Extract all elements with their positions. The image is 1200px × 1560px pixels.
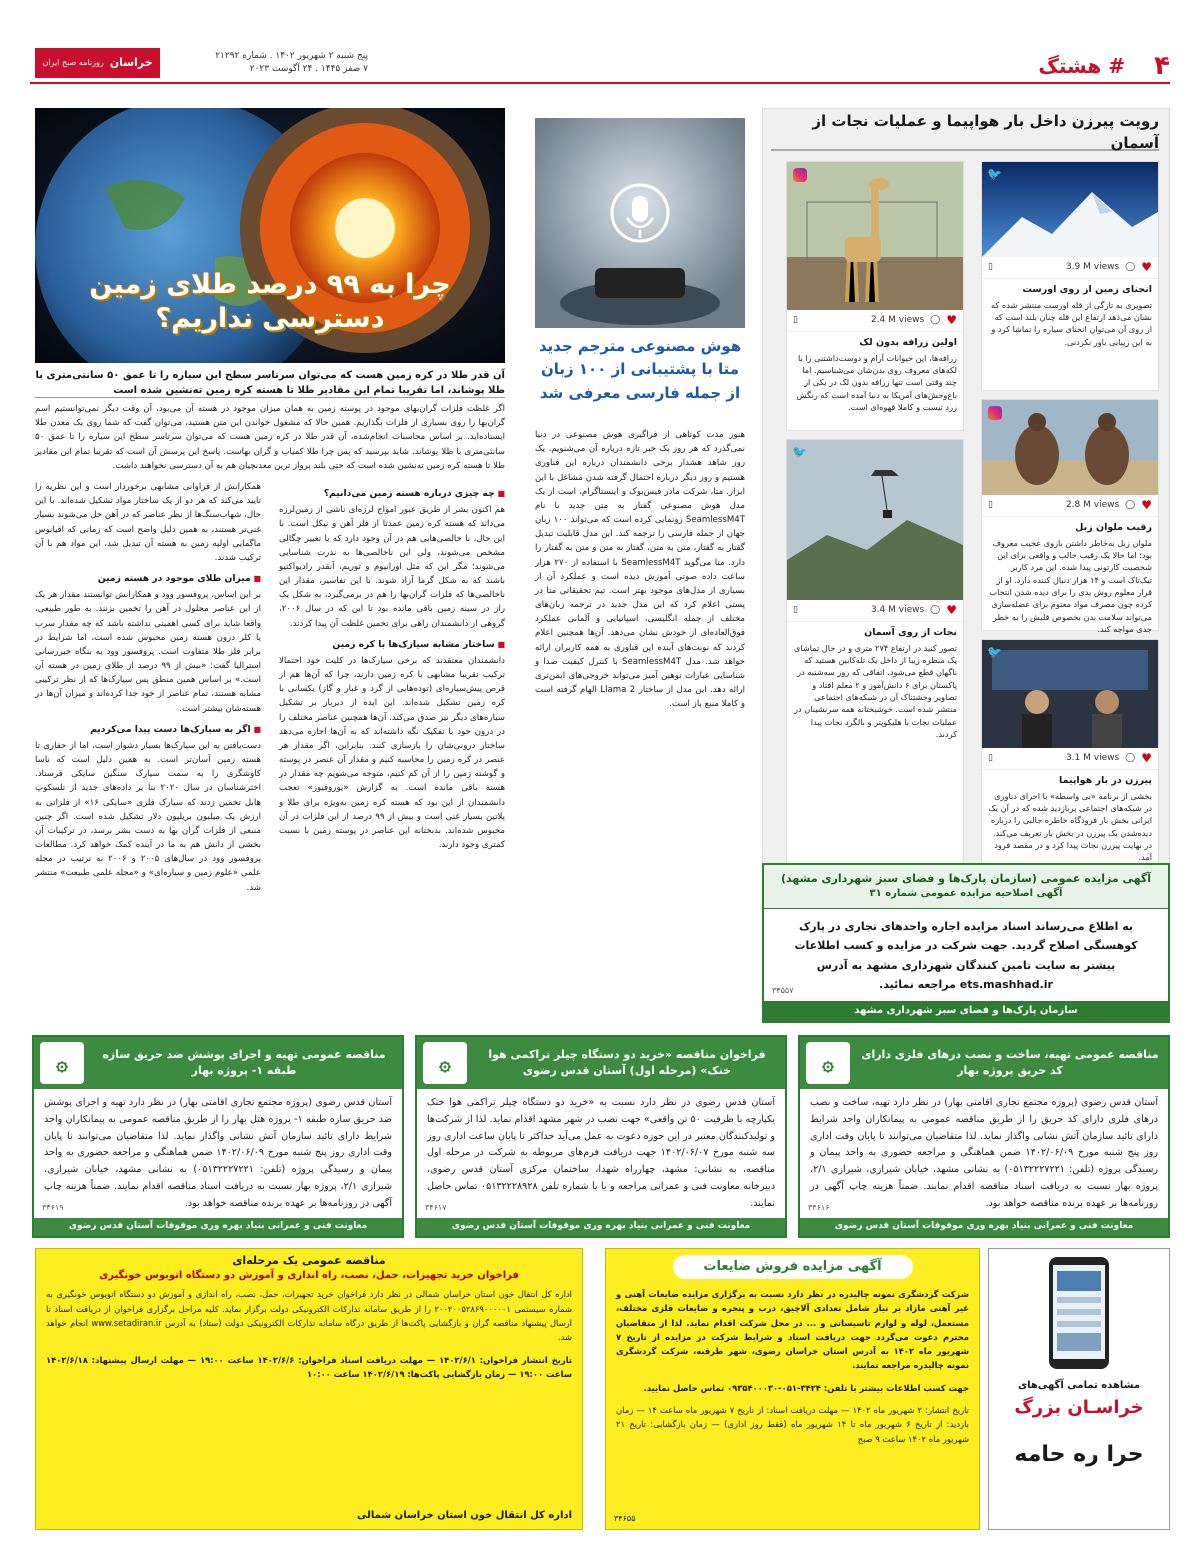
heart-icon[interactable]: ♥ [1141,750,1152,765]
helicopter-photo [787,440,963,600]
twitter-icon: 🐦 [987,645,1002,659]
ad-title: مناقصه عمومی یک مرحله‌ای [232,1254,386,1267]
ad-head [417,1037,785,1089]
ad-code: ۳۴۶۱۶ [808,1203,830,1213]
ad-subtitle: فراخوان خرید تجهیزات، حمل، نصب، راه اندازی و آموزش دو دستگاه اتوبوس خونگیری [99,1269,519,1281]
ad-head [34,1037,402,1089]
subhead: ■ چه چیزی درباره هسته زمین می‌دانیم؟ [279,486,505,501]
ad-body: اداره کل انتقال خون استان خراسان شمالی در نظر دارد فراخوان خرید تجهیزات، حمل، نصب، راه اندازی و آموزش دو دستگاه اتوبوس خونگیری به شماره سیستمی ۲۰۰۲۰۰۵۲۸۶۹۰۰۰۰۰۱ را از طریق سامانه تدارکات الکترونیکی دولت برگزار نماید. کلیه مراحل برگزاری فراخوان از دریافت اسناد تا ارسال پیشنهاد مناقصه گران و بازگشایی پاکت‌ها از طریق درگاه سامانه تدارکات الکترونیکی دولت (ستاد) به آدرس www.setadiran.ir انجام خواهد شد. [46,1289,572,1343]
post-headline: پیرزن در بار هواپیما [1059,775,1152,786]
twitter-icon: 🐦 [987,167,1002,181]
post-giraffe[interactable] [786,161,964,431]
ad-footer: معاونت فنی و عمرانی بنیاد بهره وری موقوفات آستان قدس رضوی [34,1218,402,1236]
post-text: زرافه‌ها، این حیوانات آرام و دوست‌داشتنی را با لکه‌های معروف روی بدن‌شان می‌شناسیم. اما چند وقتی است تنها زرافه بدون لک در یکی از باغ‌وحش‌های آمریکا به دنیا آمده است که رنگش زرد تیست و کاملا قهوه‌ای است. [796,352,957,412]
ad-subtitle: آگهی اصلاحیه مزایده عمومی شماره ۳۱ [869,888,1063,900]
bookmark-icon[interactable]: ▯ [988,499,993,510]
subhead: ■ اگر به سیارک‌ها دست پیدا می‌کردیم [35,722,261,737]
ad-blood-bus[interactable] [35,1248,583,1530]
promo-logo: حرا ره حامه [1014,1442,1144,1467]
post-everest[interactable] [981,161,1159,391]
paragraph: دست‌یافتن به این سیارک‌ها بسیار دشوار است، اما از حفاری تا هسته زمین آسان‌تر است. به همین دلیل است که ناسا کاوشگری را به سمت سیارک سنگین سایکی فرستاد. اخترشناسان در سال ۲۰۲۰ بنا بر داده‌های جدید از تلسکوپ هابل تخمین زدند که سیارک فلزی «سایکی ۱۶» از فلزاتی به ارزش یک میلیون بریلیون دلار تشکیل شده است. اگر چنین منبعی از فلزات گران بها به دست بشر برسد، در ترکیبات آن بخشی از دانش هم به ما در آینده کمک خواهد کرد. مطالعات پروفسور وود در سال‌های ۲۰۰۵ و ۲۰۰۶ به ترتیب در مجله علمی «علوم زمین و سیاره‌ای» و «مجله علمی طبیعت» منتشر شد. [35,740,262,893]
ad-title: مناقصه عمومی تهیه و اجرای پوشش ضد حریق سازه طبقه ۱- پروژه بهار [102,1047,386,1077]
astan-logo-icon: ۞ [423,1042,467,1084]
ai-article-body: هنوز مدت کوتاهی از فراگیری هوش مصنوعی در دنیا نمی‌گذرد که هر روز یک خبر تازه درباره آن می‌شنویم. یک روز شاهد هشدار برخی دانشمندان درباره این فناوری هستیم و روز دیگر درباره احتمال گرفته شدن مشاغل با این ابزار. متا، شرکت مادر فیس‌بوک و اینستاگرام، است از یک مدل هوش مصنوعی گفتار به متن جدید با نام SeamlessM4T رونمایی کرده است که می‌تواند ۱۰۰ زبان جهان از جمله فارسی را ترجمه کند. این مدل قابلیت تبدیل گفتار به گفتار، متن به متن، گفتار به متن و متن به گفتار را دارد. متا می‌گوید SeamlessM4T با استفاده از ۲۷۰ هزار ساعت داده صوتی آموزش دیده است و عملکرد آن از بسیاری از مدل‌های موجود بهتر است. تیم تحقیقاتی متا در پستی اعلام کرد که این مدل جدید در ترجمه زبان‌های مختلف از جمله انگلیسی، اسپانیایی و آلمانی عملکرد فوق‌العاده‌ای از خودش نشان می‌دهد. آن‌ها همچنین اعلام کردند که نوبت‌های آینده این فناوری به همه کاربران ارائه خواهد شد. مدل SeamlessM4T با کنترل کیفیت صدا و شناسایی عبارات توهین آمیز می‌تواند خروجی‌های ایمن‌تری ارائه دهد. این مدل از ساختار Llama 2 الهام گرفته است و کاملا منبع باز است. [535,430,746,710]
gold-column-left [35,480,261,899]
instagram-icon [988,406,1002,420]
post-stats [787,600,963,622]
brand-name: خراسان [109,56,153,70]
gold-intro: اگر غلظت فلزات گران‌بهای موجود در پوسته زمین به همان میزان موجود در هسته آن می‌بود، آن وقت دیگر نمی‌توانستیم اسم گران‌بها را روی بسیاری از فلزات بگذاریم. همین حالا که مشغول خواندن این متن هستید، می‌توان گفت که شما روی یک معدن طلا ایستاده‌اید. بر اساس محاسبات انجام‌شده، آن قدر طلا در کره زمین هست که می‌توان سرتاسر سطح این سیاره را تا عمق ۵۰ سانتی‌متری با طلا پوشاند. شاید بپرسید که پس چرا طلا کمیاب و گران بهاست. پاسخ این پرسش آن است که تقریبا تمام این مقادیر طلا تا هسته کره زمین ته‌نشین شده است که حتی بلند پرواز ترین معدنچیان هم به آن دسترسی نخواهند داشت. [35,404,505,471]
ad-footer: معاونت فنی و عمرانی بنیاد بهره وری موقوفات آستان قدس رضوی [800,1218,1168,1236]
ad-title: فراخوان مناقصه «خرید دو دستگاه چیلر تراکمی هوا خنک» (مرحله اول) آستان قدس رضوی [488,1047,766,1077]
gold-hero [35,108,505,363]
subhead: ■ میزان طلای موجود در هسته زمین [35,571,261,586]
ad-contact: جهت کسب اطلاعات بیشتر با تلفن: ۳۴۲۴-۰۵۱-۰۹۳۵۴۰۰۰۳۰ تماس حاصل نمایید. [643,1382,969,1393]
ad-footer: معاونت فنی و عمرانی بنیاد بهره وری موقوفات آستان قدس رضوی [417,1218,785,1236]
date-line [168,50,368,76]
ad-dates: تاریخ انتشار: ۲ شهریور ماه ۱۴۰۲ — مهلت دریافت اسناد: از تاریخ ۷ شهریور ماه ساعت ۱۴ — زمان بازدید: از تاریخ ۶ شهریور ماه تا ۱۴ شهریور ماه (فقط روز اداری) — زمان بازگشایی: تاریخ ۲۱ شهریور ماه ۱۴۰۲ ساعت ۹ صبح [616,1404,970,1444]
paragraph: دانشمندان معتقدند که برخی سیارک‌ها در کلیت خود احتمالا ترکیب تقریبا مشابهی با کره زمین دارند، چرا که آن‌ها هم از قرص پیش‌سیاره‌ای (توده‌هایی از گرد و غبار و گاز) یکسانی با کره زمین تشکیل شده‌اند. این ایده از دیرباز بر تشکیل سیاره‌های دیگر نیز صدق می‌کند. آن‌ها همچنین عناصر مختلف را در درون خود با تفکیک نگه داشته‌اند که به آن‌ها اجازه می‌دهد ساختار درونی‌شان را بازسازی کنند. بنابراین، اگر مقدار هر عنصر در کره زمین را محاسبه کنیم و مقدار آن عنصر در پوسته و گوشته زمین را از آن کم کنیم، متوجه می‌شویم چه مقدار در هسته باقی مانده است. به گزارش «یوروفیوز» تعجب دانشمندان از این بود که هسته کره زمین به‌ویژه برای طلا و پلاتین بسیار غنی است و بیش از ۹۹ درصد از این فلزات در آن محبوس شده‌اند. بدبختانه این عناصر در پوسته زمین با نسبت کمتری وجود دارند. [279,655,505,851]
ad-code: ۳۴۶۱۷ [425,1203,447,1213]
ad-body: آستان قدس رضوی در نظر دارد نسبت به «خرید دو دستگاه چیلر تراکمی هوا خنک یکپارچه با ظرفیت ۵۰ تن واقعی» جهت نصب در شهر مشهد اقدام نماید. لذا از شرکت‌ها و تولیدکنندگان معتبر در این حوزه دعوت به عمل می‌آید حداکثر تا پایان ساعت اداری روز سه شنبه مورخ ۱۴۰۲/۰۶/۰۷ جهت دریافت فرم‌های مربوطه به شرکت در مرحله اول مناقصه، به نشانی: مشهد، چهارراه شهدا، ساختمان مرکزی آستان قدس رضوی، دبیرخانه معاونت فنی و عمرانی مراجعه و یا با شماره تلفن ۰۵۱۳۲۲۲۸۹۲۸ تماس حاصل نمایند. [427,1097,775,1209]
social-title: رویت پیرزن داخل بار هواپیما و عملیات نجات از آسمان [771,117,1159,151]
post-text: تصویری به تازگی از قله اورست منتشر شده که نشان می‌دهد ارتفاع این قله چنان بلند است که از روی آن می‌توان انحنای سیاره را تماشا کرد و به این زیبایی باور نکردنی. [991,299,1152,347]
paragraph: هم اکنون بشر از طریق عبور امواج لرزه‌ای ناشی از زمین‌لرزه می‌داند که هسته کره زمین عمدتا از فلز آهن و نیکل است. با این حال، نا خالصی‌هایی هم در آن وجود دارد که با تغییر چگالی مشخص می‌شوند، ولی این ناخالصی‌ها به ندرت شناسایی می‌شوند؛ مگر این که مثل اورانیوم و توریم، آنقدر رادیواکتیو باشند که به شکل گرما آزاد شوند. با این تفاسیر، مقدار این ناخالصی‌ها که فلزات گران‌بها را هم در برمی‌گیرد، به شکل یک راز در سینه زمین باقی مانده بود تا این که در سال ۲۰۰۶، گروهی از دانشمندان راهی برای تخمین غلظت آن پیدا کردند. [279,505,505,629]
post-headline: انحنای زمین از روی اورست [1022,284,1152,295]
ad-code: ۳۴۶۱۹ [42,1203,64,1213]
bookmark-icon[interactable]: ▯ [988,752,993,763]
ad-footer: اداره کل انتقال خون استان خراسان شمالی [357,1509,572,1521]
paragraph: بر این اساس، پروفسور وود و همکارانش توانستند مقدار هر یک از این عناصر محلول در آهن را تخمین بزنند. به طور طبیعی، واقعا شاید برای کسی اهمیتی نداشته باشد که چه مقدار سرب یا کلر درون هسته زمین محبوس شده است، اما شرایط در برابر فلز طلا متفاوت است. پروفسور وود به بنگاه خبررسانی استرالیا گفت: «بیش از ۹۹ درصد از طلای زمین در هسته آن است.» بر اساس همین منطق پس سیارک‌ها که از نظر ترکیبی مشابه هستند، تمام عناصر از خود جدا کرده‌اند و میزان آن‌ها در هسته‌شان بیشتر است. [35,590,262,714]
ad-chiller[interactable] [415,1035,787,1238]
gold-lead: آن قدر طلا در کره زمین هست که می‌توان سرتاسر سطح این سیاره را تا عمق ۵۰ سانتی‌متری با طلا پوشاند، اما تقریبا تمام این مقادیر طلا تا هسته کره زمین ته‌نشین شده است [35,370,505,396]
gold-column-right [279,480,505,856]
twitter-icon: 🐦 [792,445,807,459]
ad-body: به اطلاع می‌رساند اسناد مزایده اجاره واحدهای تجاری در پارک کوهسنگی اصلاح گردید. جهت شرکت در مزایده و کسب اطلاعات بیشتر به سایت تامین کنندگان شهرداری مشهد به آدرس ets.mashhad.ir مراجعه نمائید. [794,920,1138,991]
ad-scrap-sale[interactable] [605,1248,980,1530]
ad-title: مناقصه عمومی تهیه، ساخت و نصب درهای فلزی دارای کد حریق پروژه بهار [861,1047,1159,1077]
bookmark-icon[interactable]: ▯ [793,314,798,325]
views-count: 3.4 M views [870,604,925,615]
heart-icon[interactable]: ♥ [1141,497,1152,512]
muscle-man-photo [982,400,1158,495]
brand-badge[interactable] [35,48,160,78]
header-divider [30,82,1170,84]
ad-title: آگهی مزایده فروش ضایعات [673,1255,913,1279]
ad-head [800,1037,1168,1089]
comment-icon[interactable]: ◯ [1125,261,1136,272]
section-title: # هشتگ [1038,54,1125,78]
ad-fire-doors[interactable] [798,1035,1170,1238]
post-stats [982,495,1158,517]
page-number: ۴ [1154,51,1170,81]
voice-assistant-photo [535,118,745,328]
astan-logo-icon: ۞ [806,1042,850,1084]
gold-hero-title: چرا به ۹۹ درصد طلای زمین دسترسی نداریم؟ [89,269,451,334]
views-count: 2.8 M views [1065,499,1120,510]
views-count: 2.4 M views [870,314,925,325]
instagram-icon [793,168,807,182]
post-headline: اولین زرافه بدون لک [859,337,957,348]
post-text: تصور کنید در ارتفاع ۲۷۴ متری و در حال تماشای یک منظره زیبا از داخل یک تله‌کابین هستید که ناگهان قطع می‌شود. اتفاقی که روز سه‌شنبه در پاکستان برای ۶ دانش‌آموز و ۲ معلم افتاد و تصاویر وحشتناک آن در شبکه‌های اجتماعی منتشر شده است. خوشبختانه همه سرنشینان در عملیات نجات با هلیکوپتر و بالگرد نجات پیدا کردند. [793,642,957,739]
promo-title: مشاهده تمامی آگهی‌های [1017,1380,1141,1391]
post-headline: رقیب ملوان زبل [1075,522,1152,533]
comment-icon[interactable]: ◯ [930,604,941,615]
post-stats [982,257,1158,279]
post-stats [982,748,1158,770]
ad-parks[interactable] [762,863,1170,1023]
heart-icon[interactable]: ♥ [1141,259,1152,274]
everest-photo [982,162,1158,257]
ad-code: ۳۴۵۵۷ [772,986,794,996]
ad-fireproof[interactable] [32,1035,404,1238]
heart-icon[interactable]: ♥ [946,602,957,617]
ad-title: آگهی مزایده عمومی (سازمان پارک‌ها و فضای سبز شهرداری مشهد) [780,872,1152,886]
lead-divider [35,397,505,398]
views-count: 3.9 M views [1065,261,1120,272]
date-line-2: ۷ صفر ۱۴۴۵ . ۲۴ آگوست ۲۰۲۳ [249,64,368,75]
post-stats [787,310,963,332]
bookmark-icon[interactable]: ▯ [793,604,798,615]
comment-icon[interactable]: ◯ [1125,752,1136,763]
ad-code: ۳۴۶۵۵ [614,1514,636,1524]
post-headline: نجات از روی آسمان [864,627,957,638]
subhead: ■ ساختار مشابه سیارک‌ها با کره زمین [279,637,505,652]
ad-footer: سازمان پارک‌ها و فضای سبز شهرداری مشهد [764,1001,1168,1021]
ai-article-title: هوش مصنوعی مترجم جدید متا با پشتیبانی از ۱۰۰ زبان از جمله فارسی معرفی شد [538,337,742,402]
comment-icon[interactable]: ◯ [930,314,941,325]
ad-promo[interactable] [988,1248,1170,1530]
brand-subtitle: روزنامه صبح ایران [42,58,104,68]
comment-icon[interactable]: ◯ [1125,499,1136,510]
ad-schedule: تاریخ انتشار فراخوان: ۱۴۰۲/۶/۱ — مهلت دریافت اسناد فراخوان: ۱۴۰۲/۶/۶ ساعت ۱۹:۰۰ — مهلت ارسال پیشنهاد: ۱۴۰۲/۶/۱۸ ساعت ۱۹:۰۰ — زمان بازگشایی پاکت‌ها: ۱۴۰۲/۶/۱۹ ساعت ۱۰:۰۰ [46,1354,572,1379]
ad-body: آستان قدس رضوی (پروژه مجتمع تجاری اقامتی بهار) در نظر دارد تهیه و اجرای پوشش ضد حریق سازه طبقه ۱- پروژه هتل بهار را از طریق مناقصه عمومی به پیمانکاران واجد شرایط دارای تائید سازمان آتش نشانی واگذار نماید. لذا متقاضیان می‌توانند تا پایان وقت اداری روز پنج شنبه مورخ ۱۴۰۲/۰۶/۰۹ ضمن هماهنگی و مراجعه حضوری به واحد پیمان و رسیدگی پروژه (تلفن: ۰۵۱۳۲۲۲۷۲۲۱) به نشانی مشهد، خیابان شیرازی، شیرازی ۲/۱، پروژه بهار نسبت به دریافت اسناد مناقصه اقدام نمایند. ضمناً هزینه چاپ آگهی در روزنامه‌ها بر عهده برنده مناقصه خواهد بود. [44,1097,393,1209]
astan-logo-icon: ۞ [40,1042,84,1084]
phone-illustration [1029,1257,1129,1369]
promo-brand: خراسـان بزرگ [1014,1397,1144,1418]
post-text: ملوان زبل به‌خاطر داشتن بازوی عجیب معروف بود؛ اما حالا یک رقیب جالب و واقعی برای این شخصیت کارتونی پیدا شده. این مرد کاربر تیک‌تاک است و ۱۴ هزار دنبال کننده دارد. او از قرار معلوم روش بدی را برای دیده شدن انتخاب کرده چون مصرف مواد معتوم برای عضله‌سازی می‌تواند سلامت بدن بخصوص قلبش را به خطر جدی مواجه کند. [989,537,1152,634]
date-line-1: پنج شنبه ۲ شهریور ۱۴۰۲ . شماره ۲۱۲۹۲ [215,51,368,61]
social-panel [762,108,1170,943]
tv-show-photo [982,640,1158,748]
ad-body: آستان قدس رضوی (پروژه مجتمع تجاری اقامتی بهار) در نظر دارد تهیه، ساخت و نصب درهای فلزی دارای کد حریق را از طریق مناقصه عمومی به پیمانکاران واجد شرایط دارای تائید سازمان آتش نشانی واگذار نماید. لذا متقاضیان می‌توانند تا پایان وقت اداری روز پنج شنبه مورخ ۱۴۰۲/۰۶/۰۹ ضمن هماهنگی و مراجعه حضوری به واحد پیمان و رسیدگی پروژه (تلفن: ۰۵۱۳۲۲۲۷۲۲۱) به نشانی مشهد، خیابان شیرازی، شیرازی ۲/۱، پروژه بهار نسبت به دریافت اسناد مناقصه اقدام نمایند. ضمناً هزینه چاپ آگهی در روزنامه‌ها بر عهده برنده مناقصه خواهد بود. [810,1097,1158,1209]
views-count: 3.1 M views [1065,752,1120,763]
ad-body: شرکت گردشگری نمونه چالیدره در نظر دارد نسبت به برگزاری مزایده ضایعات آهنی و غیر آهنی مازاد بر نیاز شامل تعدادی آلاچیق، درب و پنجره و ضایعات فلزی مختلف، مستعمل، لوله و لوازم تاسیساتی و ... در محل شرکت اقدام نماید. لذا از متقاضیان محترم دعوت می‌گردد جهت دریافت اسناد و شرایط شرکت در مزایده از تاریخ ۷ شهریور ماه ۱۴۰۲ به آدرس استان خراسان رضوی، شهر طرقبه، شرکت گردشگری نمونه چالیدره مراجعه نمایند. [616,1289,970,1371]
giraffe-photo [787,162,963,310]
paragraph: همکارانش از فراوانی مشابهی برخوردار است و این نظریه را تایید می‌کند که هر دو از یک ساختار مواد تشکیل شده‌اند. با این حال، شهاب‌سنگ‌ها از نظر عناصر که در آهن حل می‌شوند بسیار غنی‌تر هستند، به همین دلیل واضح است که زمانی که اقیانوس ماگمایی اولیه زمین به هسته آن تبدیل شد، این مواد هم با آن ترکیب شدند. [35,482,261,563]
bookmark-icon[interactable]: ▯ [988,261,993,272]
post-text: بخشی از برنامه «بی واسطه» با اجرای دناوری در شبکه‌های اجتماعی پربازدید شده که در آن یک ایرانی بخش بار فرودگاه خاطره جالبی را درباره دیده‌شدن یک پیرزن در بخش بار تعریف می‌کند. در نهایت پیرزن نجات پیدا کرد و در مقصد فرود آمد. [988,790,1152,863]
heart-icon[interactable]: ♥ [946,312,957,327]
post-popeye[interactable] [981,399,1159,634]
